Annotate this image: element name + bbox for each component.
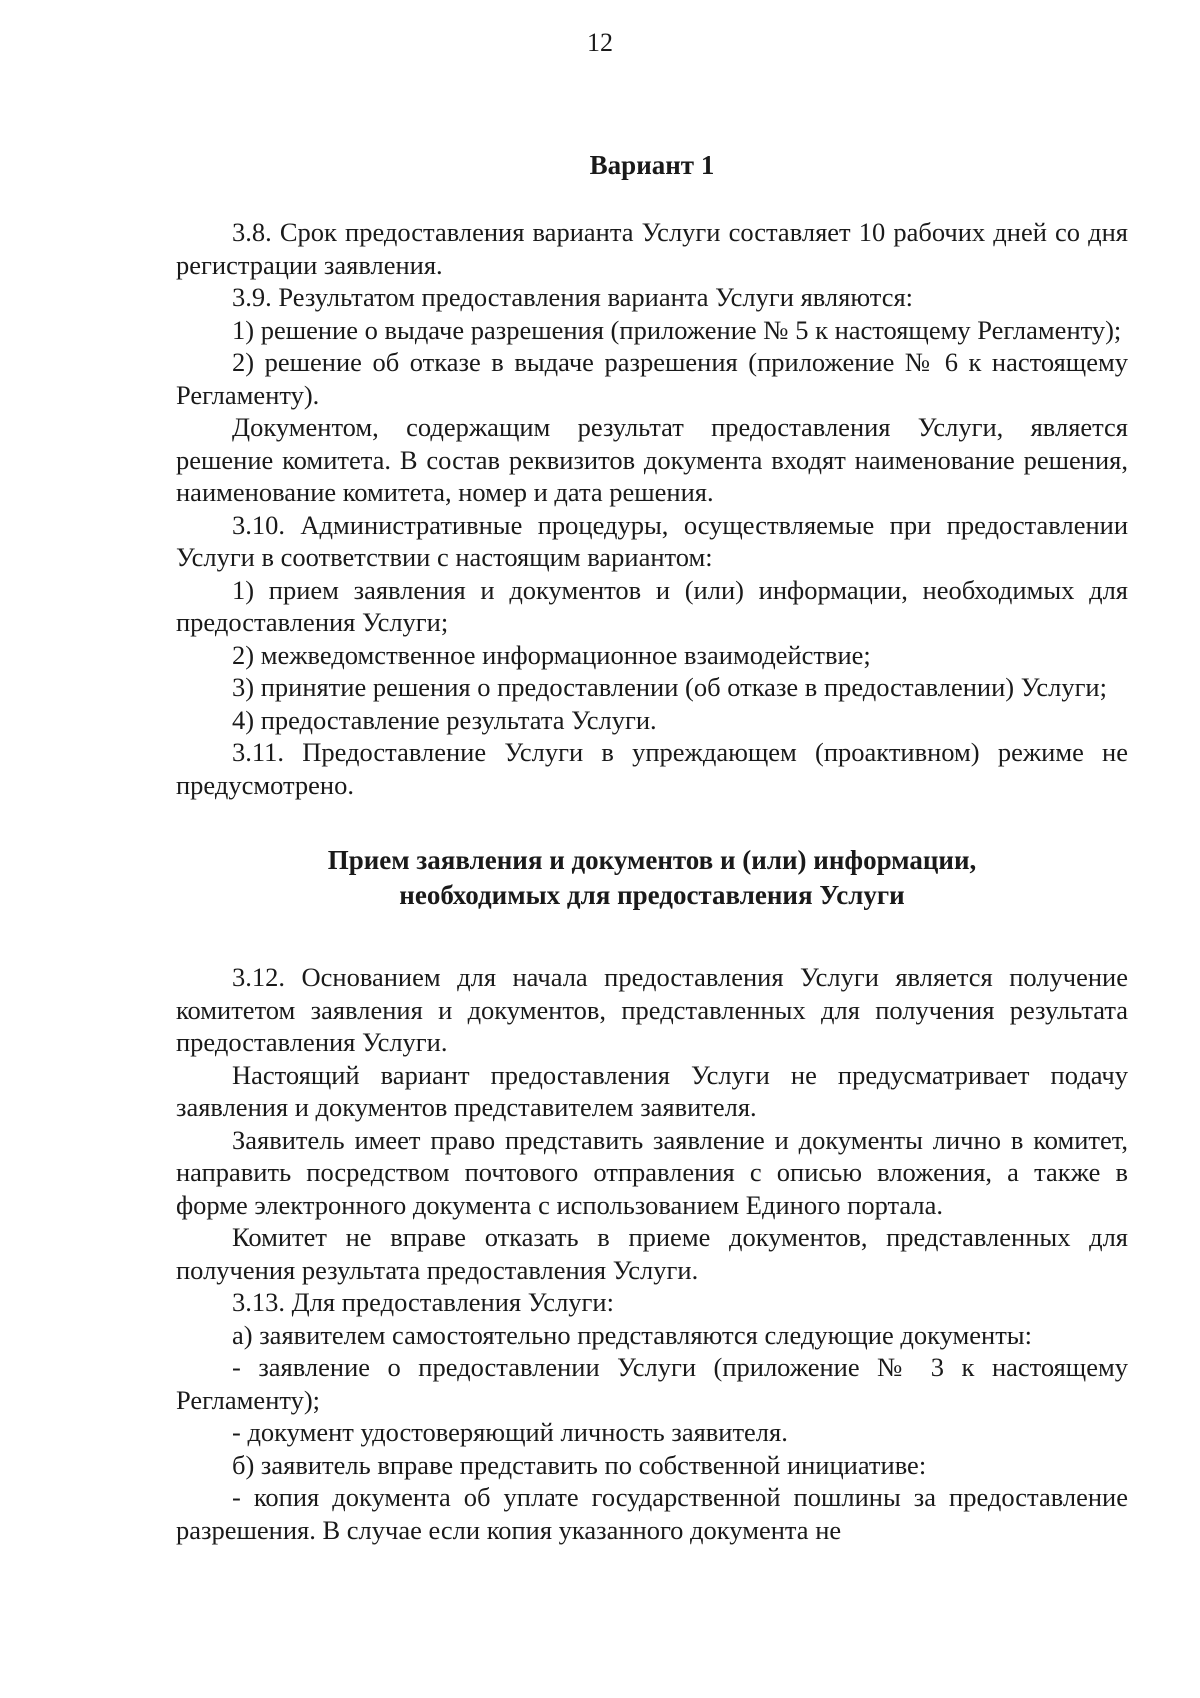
page-number: 12 — [587, 28, 613, 57]
paragraph: 3.9. Результатом предоставления варианта Услуги являются: — [232, 282, 914, 312]
paragraph: Комитет не вправе отказать в приеме документов, представленных для получения результата предоставления Услуги. — [176, 1222, 1128, 1285]
section-heading-line: Прием заявления и документов и (или) информации, — [327, 845, 977, 875]
paragraph: 3) принятие решения о предоставлении (об отказе в предоставлении) Услуги; — [232, 672, 1107, 702]
paragraph: 3.8. Срок предоставления варианта Услуги составляет 10 рабочих дней со дня регистрации заявления. — [176, 217, 1128, 280]
section-part1 — [176, 216, 1128, 801]
section-heading — [176, 843, 1128, 913]
paragraph: - заявление о предоставлении Услуги (приложение № 3 к настоящему Регламенту); — [176, 1352, 1128, 1415]
paragraph: Документом, содержащим результат предоставления Услуги, является решение комитета. В состав реквизитов документа входят наименование решения, наименование комитета, номер и дата решения. — [176, 412, 1128, 507]
paragraph: 2) решение об отказе в выдаче разрешения (приложение № 6 к настоящему Регламенту). — [176, 347, 1128, 410]
paragraph: б) заявитель вправе представить по собственной инициативе: — [232, 1449, 927, 1480]
document-body — [176, 148, 1128, 1546]
paragraph: 1) решение о выдаче разрешения (приложение № 5 к настоящему Регламенту); — [232, 314, 1122, 345]
paragraph: Настоящий вариант предоставления Услуги не предусматривает подачу заявления и документов представителем заявителя. — [176, 1059, 1128, 1122]
section-heading-line: необходимых для предоставления Услуги — [399, 880, 905, 910]
section-part2 — [176, 961, 1128, 1546]
paragraph: 4) предоставление результата Услуги. — [232, 704, 657, 735]
paragraph: 3.10. Административные процедуры, осуществляемые при предоставлении Услуги в соответствии с настоящим вариантом: — [176, 509, 1128, 572]
variant-heading: Вариант 1 — [589, 150, 715, 180]
paragraph: 2) межведомственное информационное взаимодействие; — [232, 639, 871, 670]
paragraph: 3.12. Основанием для начала предоставления Услуги является получение комитетом заявления и документов, представленных для получения результата предоставления Услуги. — [176, 962, 1128, 1057]
paragraph: а) заявителем самостоятельно представляются следующие документы: — [232, 1319, 1032, 1350]
paragraph: - копия документа об уплате государственной пошлины за предоставление разрешения. В случае если копия указанного документа не — [176, 1482, 1128, 1545]
paragraph: 1) прием заявления и документов и (или) информации, необходимых для предоставления Услуги; — [176, 574, 1128, 637]
paragraph: - документ удостоверяющий личность заявителя. — [232, 1417, 788, 1447]
paragraph: Заявитель имеет право представить заявление и документы лично в комитет, направить посредством почтового отправления с описью вложения, а также в форме электронного документа с использованием Единого портала. — [176, 1124, 1128, 1220]
paragraph: 3.13. Для предоставления Услуги: — [232, 1287, 614, 1317]
paragraph: 3.11. Предоставление Услуги в упреждающем (проактивном) режиме не предусмотрено. — [176, 737, 1128, 800]
